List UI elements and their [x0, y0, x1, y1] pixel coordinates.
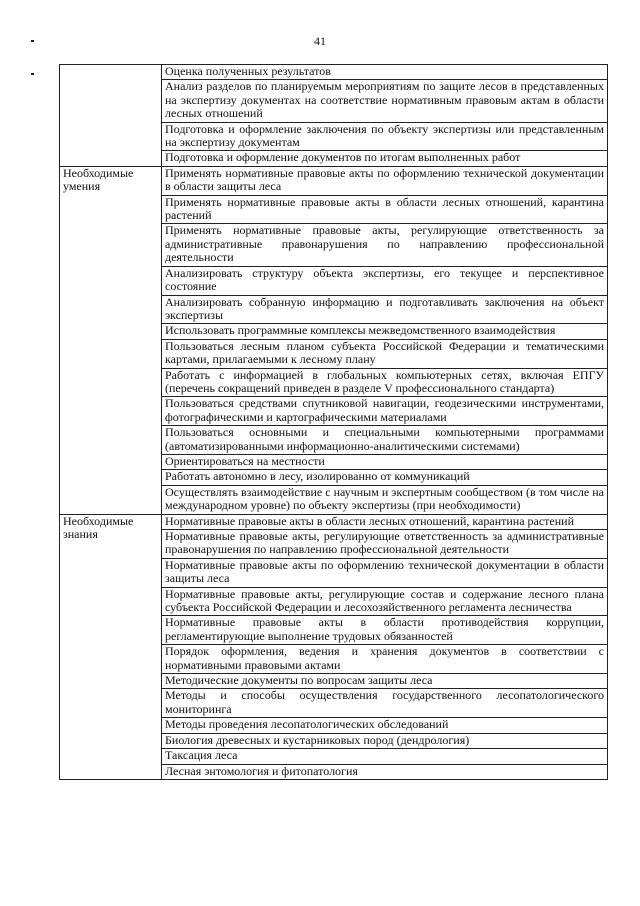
scan-mark: [31, 73, 34, 75]
table-cell-item: Применять нормативные правовые акты, регулирующие ответственность за административные правонарушения по направлению профессиональной деятельности: [162, 224, 608, 266]
section-label: [60, 65, 162, 167]
table-cell-item: Нормативные правовые акты, регулирующие состав и содержание лесного плана субъекта Российской Федерации и лесохозяйственного регламента лесничества: [162, 587, 608, 616]
table-cell-item: Применять нормативные правовые акты по оформлению технической документации в области защиты леса: [162, 166, 608, 195]
requirements-table-body: [60, 65, 608, 780]
table-cell-item: Нормативные правовые акты, регулирующие ответственность за административные правонарушения по направлению профессиональной деятельности: [162, 530, 608, 559]
table-cell-item: Пользоваться лесным планом субъекта Российской Федерации и тематическими картами, прилагаемыми к лесному плану: [162, 339, 608, 368]
table-cell-item: Ориентироваться на местности: [162, 454, 608, 469]
page-number: 41: [314, 34, 326, 48]
table-cell-item: Анализ разделов по планируемым мероприятиям по защите лесов в представленных на экспертизу документах на соответствие нормативным правовым актам в области лесных отношений: [162, 80, 608, 122]
section-label: Необходимые умения: [60, 166, 162, 514]
table-cell-item: Использовать программные комплексы межведомственного взаимодействия: [162, 324, 608, 339]
table-cell-item: Применять нормативные правовые акты в области лесных отношений, карантина растений: [162, 195, 608, 224]
table-row: [60, 65, 608, 80]
table-cell-item: Методические документы по вопросам защиты леса: [162, 674, 608, 689]
requirements-table: [59, 64, 608, 780]
table-cell-item: Работать с информацией в глобальных компьютерных сетях, включая ЕПГУ (перечень сокращений приведен в разделе V профессионального стандарта): [162, 368, 608, 397]
table-cell-item: Нормативные правовые акты в области лесных отношений, карантина растений: [162, 514, 608, 529]
table-cell-item: Методы проведения лесопатологических обследований: [162, 718, 608, 733]
table-cell-item: Анализировать собранную информацию и подготавливать заключения на объект экспертизы: [162, 295, 608, 324]
table-cell-item: Нормативные правовые акты в области противодействия коррупции, регламентирующие выполнение трудовых обязанностей: [162, 616, 608, 645]
table-cell-item: Порядок оформления, ведения и хранения документов в соответствии с нормативными правовыми актами: [162, 645, 608, 674]
table-cell-item: Подготовка и оформление документов по итогам выполненных работ: [162, 151, 608, 166]
table-cell-item: Биология древесных и кустарниковых пород (дендрология): [162, 733, 608, 748]
table-row: [60, 166, 608, 195]
table-cell-item: Методы и способы осуществления государственного лесопатологического мониторинга: [162, 689, 608, 718]
table-cell-item: Нормативные правовые акты по оформлению технической документации в области защиты леса: [162, 558, 608, 587]
table-cell-item: Оценка полученных результатов: [162, 65, 608, 80]
section-label: Необходимые знания: [60, 514, 162, 779]
table-cell-item: Таксация леса: [162, 749, 608, 764]
table-cell-item: Лесная энтомология и фитопатология: [162, 764, 608, 779]
table-cell-item: Осуществлять взаимодействие с научным и экспертным сообществом (в том числе на международном уровне) по объекту экспертизы (при необходимости): [162, 485, 608, 514]
scan-mark: [31, 40, 34, 42]
table-row: [60, 514, 608, 529]
table-cell-item: Пользоваться основными и специальными компьютерными программами (автоматизированными информационно-аналитическими системами): [162, 426, 608, 455]
table-cell-item: Анализировать структуру объекта экспертизы, его текущее и перспективное состояние: [162, 266, 608, 295]
table-cell-item: Подготовка и оформление заключения по объекту экспертизы или представленным на экспертизу документам: [162, 122, 608, 151]
table-cell-item: Работать автономно в лесу, изолированно от коммуникаций: [162, 470, 608, 485]
table-cell-item: Пользоваться средствами спутниковой навигации, геодезическими инструментами, фотографическими и картографическими материалами: [162, 397, 608, 426]
